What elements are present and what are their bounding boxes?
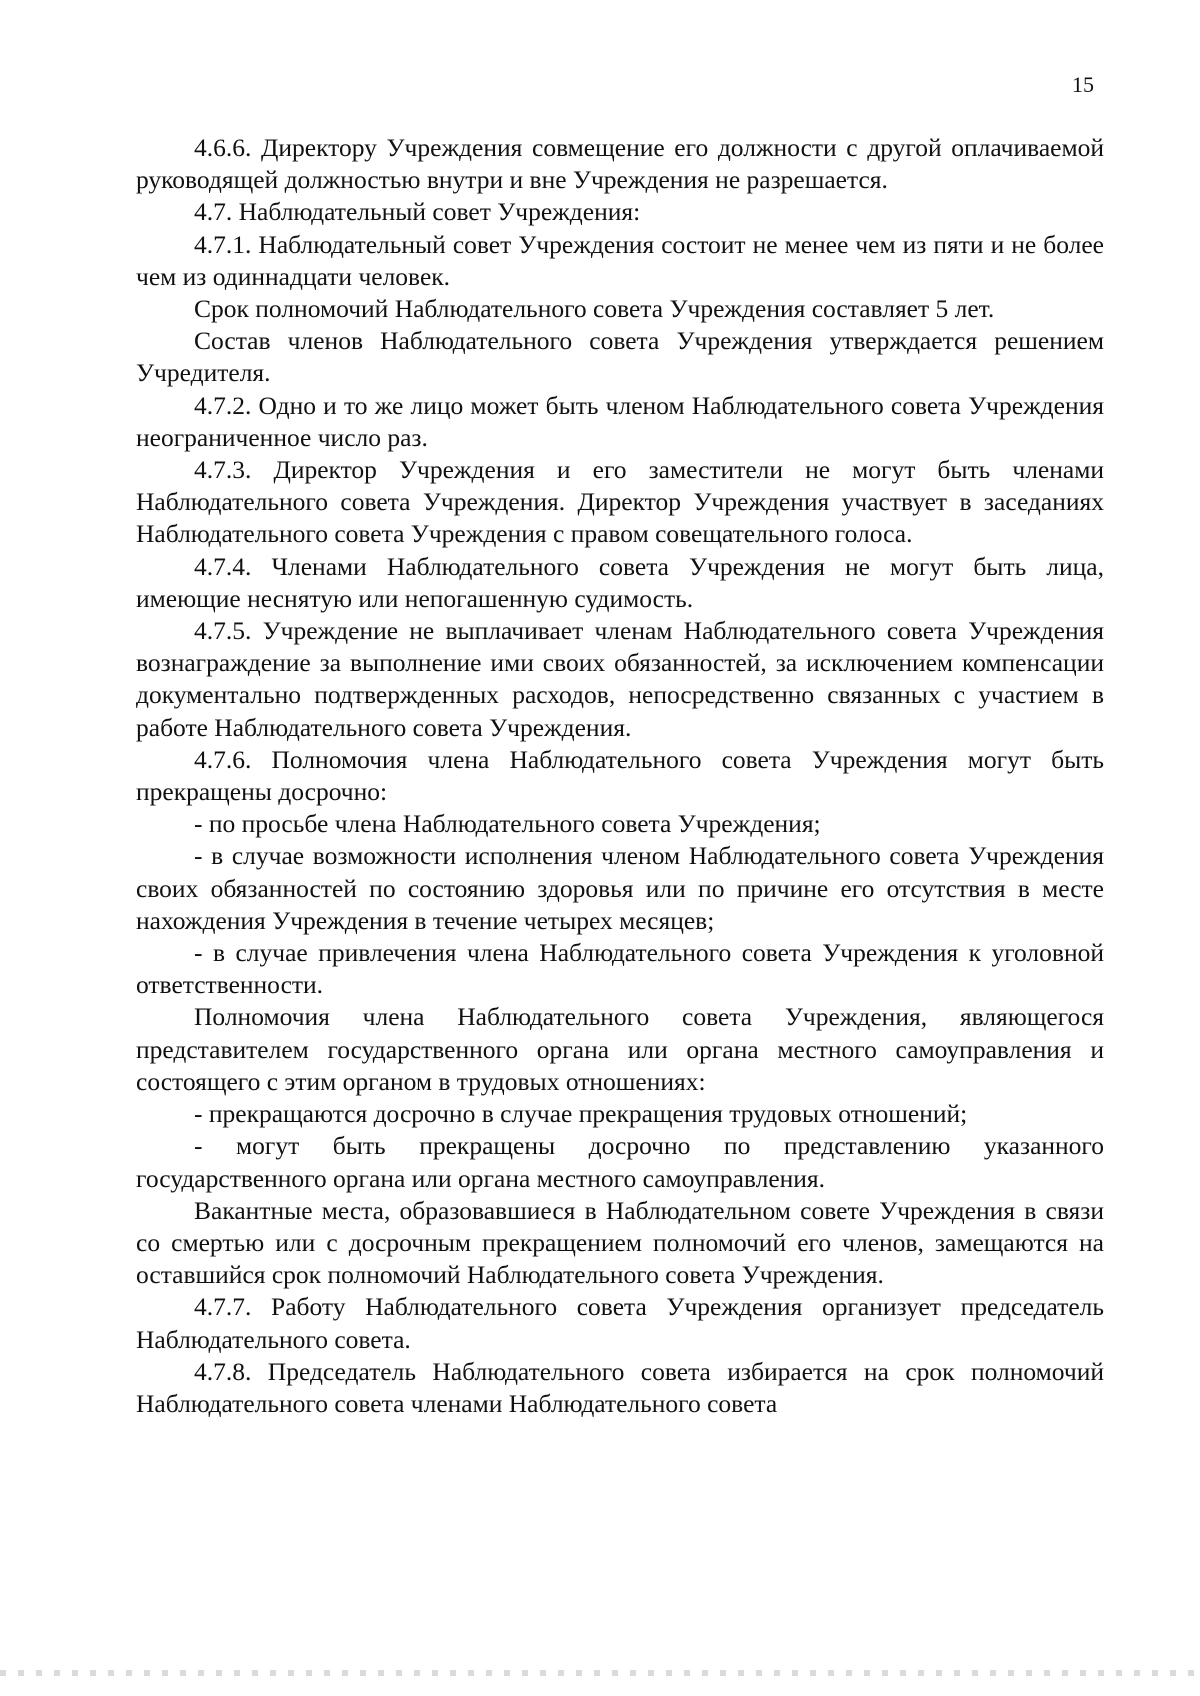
paragraph-4-7-2: 4.7.2. Одно и то же лицо может быть членом Наблюдательного совета Учреждения неограниченное число раз.	[136, 390, 1104, 452]
list-item-criminal-liability: - в случае привлечения члена Наблюдательного совета Учреждения к уголовной ответственности.	[136, 938, 1104, 1000]
paragraph-4-7: 4.7. Наблюдательный совет Учреждения:	[194, 197, 641, 227]
paragraph-representative-powers: Полномочия члена Наблюдательного совета Учреждения, являющегося представителем государственного органа или органа местного самоуправления и состоящего с этим органом в трудовых отношениях:	[136, 1002, 1104, 1096]
paragraph-4-7-6: 4.7.6. Полномочия члена Наблюдательного совета Учреждения могут быть прекращены досрочно:	[136, 744, 1104, 807]
paragraph-4-7-3: 4.7.3. Директор Учреждения и его заместители не могут быть членами Наблюдательного совета Учреждения. Директор Учреждения участвует в заседаниях Наблюдательного совета Учреждения с правом совещательного голоса.	[136, 455, 1104, 549]
paragraph-term: Срок полномочий Наблюдательного совета Учреждения составляет 5 лет.	[194, 294, 995, 324]
list-item-early-termination: - могут быть прекращены досрочно по представлению указанного государственного органа или органа местного самоуправления.	[136, 1131, 1104, 1193]
list-item-inability: - в случае возможности исполнения членом Наблюдательного совета Учреждения своих обязанностей по состоянию здоровья или по причине его отсутствия в месте нахождения Учреждения в течение четырех месяцев;	[136, 841, 1104, 935]
list-item-request: - по просьбе члена Наблюдательного совета Учреждения;	[194, 809, 821, 839]
paragraph-4-6-6: 4.6.6. Директору Учреждения совмещение его должности с другой оплачиваемой руководящей должностью внутри и вне Учреждения не разрешается.	[136, 133, 1104, 195]
page-number: 15	[1072, 72, 1094, 97]
scan-artifact	[0, 1670, 1200, 1676]
paragraph-4-7-4: 4.7.4. Членами Наблюдательного совета Учреждения не могут быть лица, имеющие неснятую или непогашенную судимость.	[136, 551, 1104, 613]
document-body	[136, 132, 1104, 1420]
paragraph-4-7-1: 4.7.1. Наблюдательный совет Учреждения состоит не менее чем из пяти и не более чем из одиннадцати человек.	[136, 229, 1104, 291]
paragraph-composition: Состав членов Наблюдательного совета Учреждения утверждается решением Учредителя.	[136, 326, 1104, 388]
list-item-termination: - прекращаются досрочно в случае прекращения трудовых отношений;	[194, 1099, 968, 1129]
paragraph-4-7-5: 4.7.5. Учреждение не выплачивает членам Наблюдательного совета Учреждения вознаграждение за выполнение ими своих обязанностей, за исключением компенсации документально подтвержденных расходов, непосредственно связанных с участием в работе Наблюдательного совета Учреждения.	[136, 616, 1104, 742]
paragraph-vacancies: Вакантные места, образовавшиеся в Наблюдательном совете Учреждения в связи со смертью или с досрочным прекращением полномочий его членов, замещаются на оставшийся срок полномочий Наблюдательного совета Учреждения.	[136, 1195, 1104, 1290]
paragraph-4-7-7: 4.7.7. Работу Наблюдательного совета Учреждения организует председатель Наблюдательного совета.	[136, 1292, 1104, 1354]
paragraph-4-7-8: 4.7.8. Председатель Наблюдательного совета избирается на срок полномочий Наблюдательного совета членами Наблюдательного совета	[136, 1356, 1104, 1418]
